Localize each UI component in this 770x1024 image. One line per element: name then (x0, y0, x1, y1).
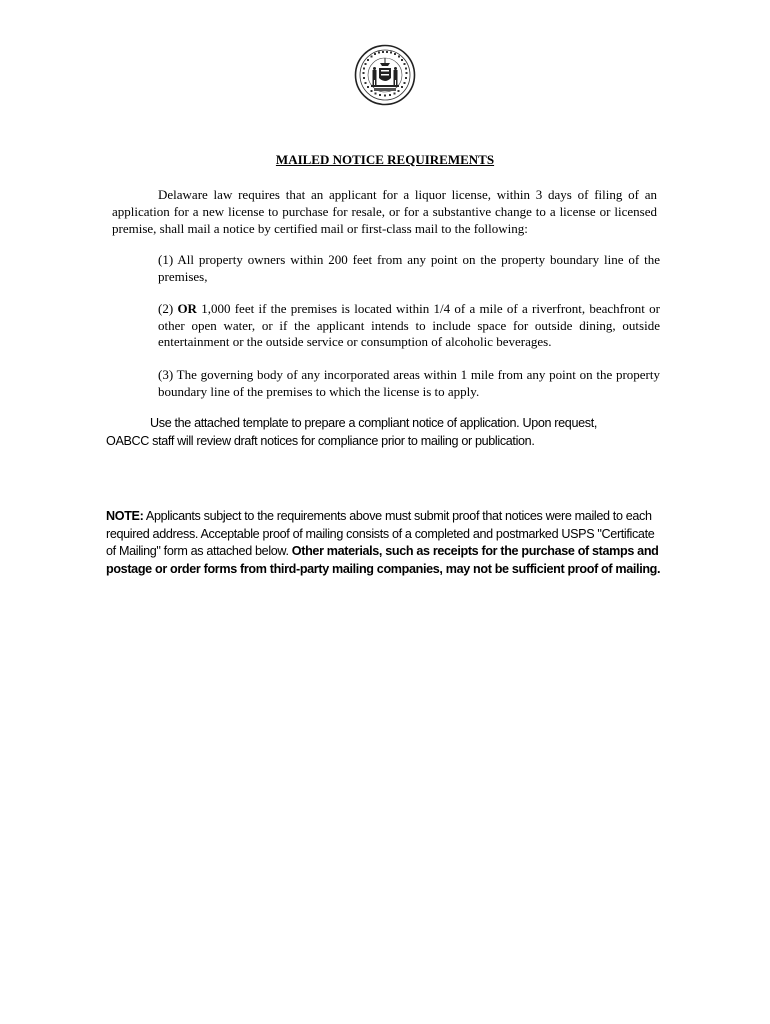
requirement-number: (2) (158, 301, 174, 316)
requirement-number: (3) (158, 367, 174, 382)
template-instructions: Use the attached template to prepare a compliant notice of application. Upon request, OABCC staff will review draft notices for compliance prior to mailing or publication. (106, 416, 598, 448)
requirement-text: The governing body of any incorporated areas within 1 mile from any point on the property boundary line of the premises to which the license is to apply. (158, 367, 660, 399)
requirement-text: 1,000 feet if the premises is located within 1/4 of a mile of a riverfront, beachfront or other open water, or if the applicant intends to include space for outside dining, outside entertainment or the outside service or consumption of alcoholic beverages. (158, 301, 661, 349)
delaware-state-seal-icon (354, 44, 416, 106)
page-title: MAILED NOTICE REQUIREMENTS (275, 152, 495, 167)
requirement-text: All property owners within 200 feet from any point on the property boundary line of the premises, (158, 252, 660, 284)
requirement-number: (1) (158, 252, 174, 267)
note-text: Applicants subject to the requirements above must submit proof that notices were mailed to each required address. Acceptable proof of mailing consists of a completed and postmarked USPS "Certificate of Mailing" form as attached below. (106, 509, 655, 559)
requirement-item (158, 252, 660, 285)
intro-paragraph: Delaware law requires that an applicant for a liquor license, within 3 days of filing of an application for a new license to purchase for resale, or for a substantive change to a license or licensed premise, shall mail a notice by certified mail or first-class mail to the following: (112, 187, 657, 236)
note-bold-text: Other materials, such as receipts for the purchase of stamps and postage or order forms from third-party mailing companies, may not be sufficient proof of mailing. (106, 544, 661, 576)
requirement-item (158, 301, 660, 351)
proof-of-mailing-note (106, 508, 666, 578)
requirement-emphasis: OR (177, 301, 197, 316)
note-label: NOTE: (106, 509, 144, 523)
requirement-item (158, 367, 660, 400)
